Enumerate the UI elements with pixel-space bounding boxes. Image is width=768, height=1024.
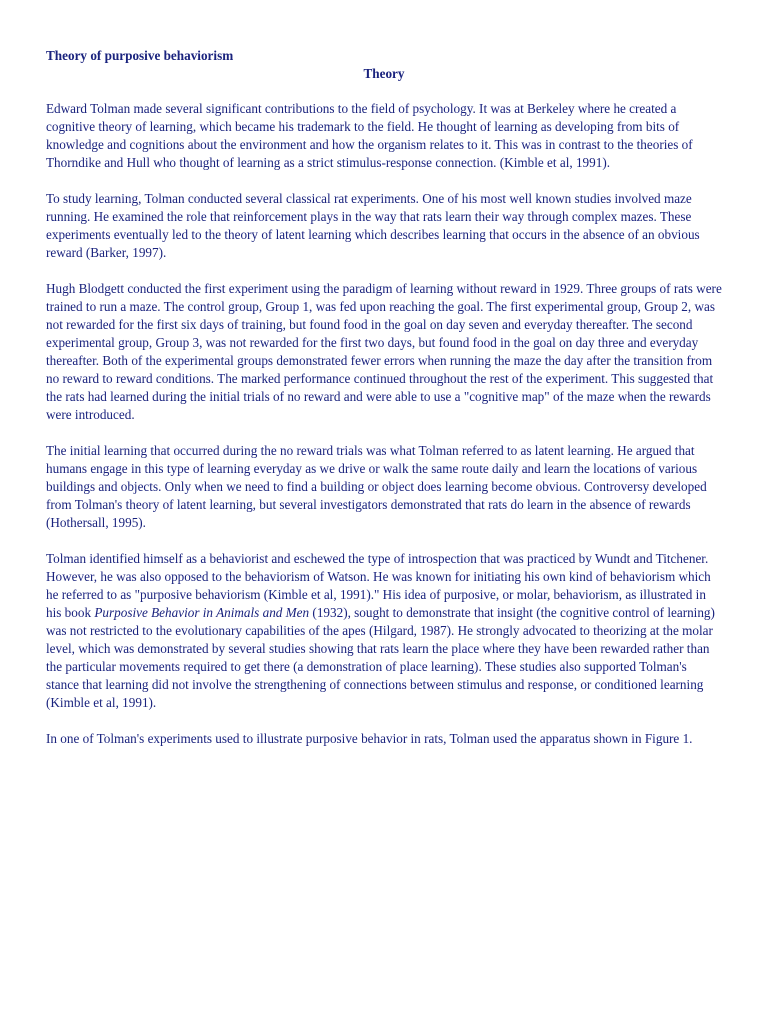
paragraph-figure-reference: In one of Tolman's experiments used to illustrate purposive behavior in rats, Tolman used the apparatus shown in Figure 1.: [46, 731, 693, 746]
document-title: Theory of purposive behaviorism: [46, 48, 234, 63]
paragraph-tolman-contributions: Edward Tolman made several significant contributions to the field of psychology. It was at Berkeley where he created a cognitive theory of learning, which became his trademark to the field. He thought of learning as developing from bits of knowledge and cognitions about the environment and how the organism relates to it. This was in contrast to the theories of Thorndike and Hull who thought of learning as a strict stimulus-response connection. (Kimble et al, 1991).: [46, 101, 693, 170]
spacer: [46, 83, 722, 100]
paragraph-blodgett-experiment: Hugh Blodgett conducted the first experiment using the paradigm of learning without reward in 1929. Three groups of rats were trained to run a maze. The control group, Group 1, was fed upon reaching the goal. The first experimental group, Group 2, was not rewarded for the first six days of training, but found food in the goal on day seven and everyday thereafter. The second experimental group, Group 3, was not rewarded for the first two days, but found food in the goal on day three and everyday thereafter. Both of the experimental groups demonstrated fewer errors when running the maze the day after the transition from no reward to reward conditions. The marked performance continued throughout the rest of the experiment. This suggested that the rats had learned during the initial trials of no reward and were able to use a "cognitive map" of the maze when the rewards were introduced.: [46, 281, 722, 422]
paragraph-text: Tolman identified himself as a behaviorist and eschewed the type of introspection that was practiced by Wundt and Titchener. However, he was also opposed to the behaviorism of Watson. He was known for initiating his own kind of behaviorism which he referred to as "purposive behaviorism (Kimble et al, 1991)." His idea of purposive, or molar, behaviorism, as illustrated in his book: [46, 551, 711, 620]
spacer: [46, 532, 722, 550]
spacer: [46, 424, 722, 442]
spacer: [46, 712, 722, 730]
paragraph-purposive-behaviorism: [46, 550, 722, 712]
section-heading: Theory: [363, 66, 405, 81]
paragraph-text: (1932), sought to demonstrate that insight (the cognitive control of learning) was not restricted to the evolutionary capabilities of the apes (Hilgard, 1987). He strongly advocated to theorizing at the molar level, which was demonstrated by several studies showing that rats learn the place where they have been rewarded rather than the particular movements required to get there (a demonstration of place learning). These studies also supported Tolman's stance that learning did not involve the strengthening of connections between stimulus and response, or conditioned learning (Kimble et al, 1991).: [46, 605, 715, 710]
paragraph-latent-learning: The initial learning that occurred during the no reward trials was what Tolman referred to as latent learning. He argued that humans engage in this type of learning everyday as we drive or walk the same route daily and learn the locations of various buildings and objects. Only when we need to find a building or object does learning become obvious. Controversy developed from Tolman's theory of latent learning, but several investigators demonstrated that rats do learn in the absence of rewards (Hothersall, 1995).: [46, 443, 707, 530]
book-title: Purposive Behavior in Animals and Men: [94, 605, 310, 620]
spacer: [46, 172, 722, 190]
paragraph-rat-experiments: To study learning, Tolman conducted several classical rat experiments. One of his most well known studies involved maze running. He examined the role that reinforcement plays in the way that rats learn their way through complex mazes. These experiments eventually led to the theory of latent learning which describes learning that occurs in the absence of an obvious reward (Barker, 1997).: [46, 191, 700, 260]
document-page: [46, 47, 722, 748]
spacer: [46, 262, 722, 280]
